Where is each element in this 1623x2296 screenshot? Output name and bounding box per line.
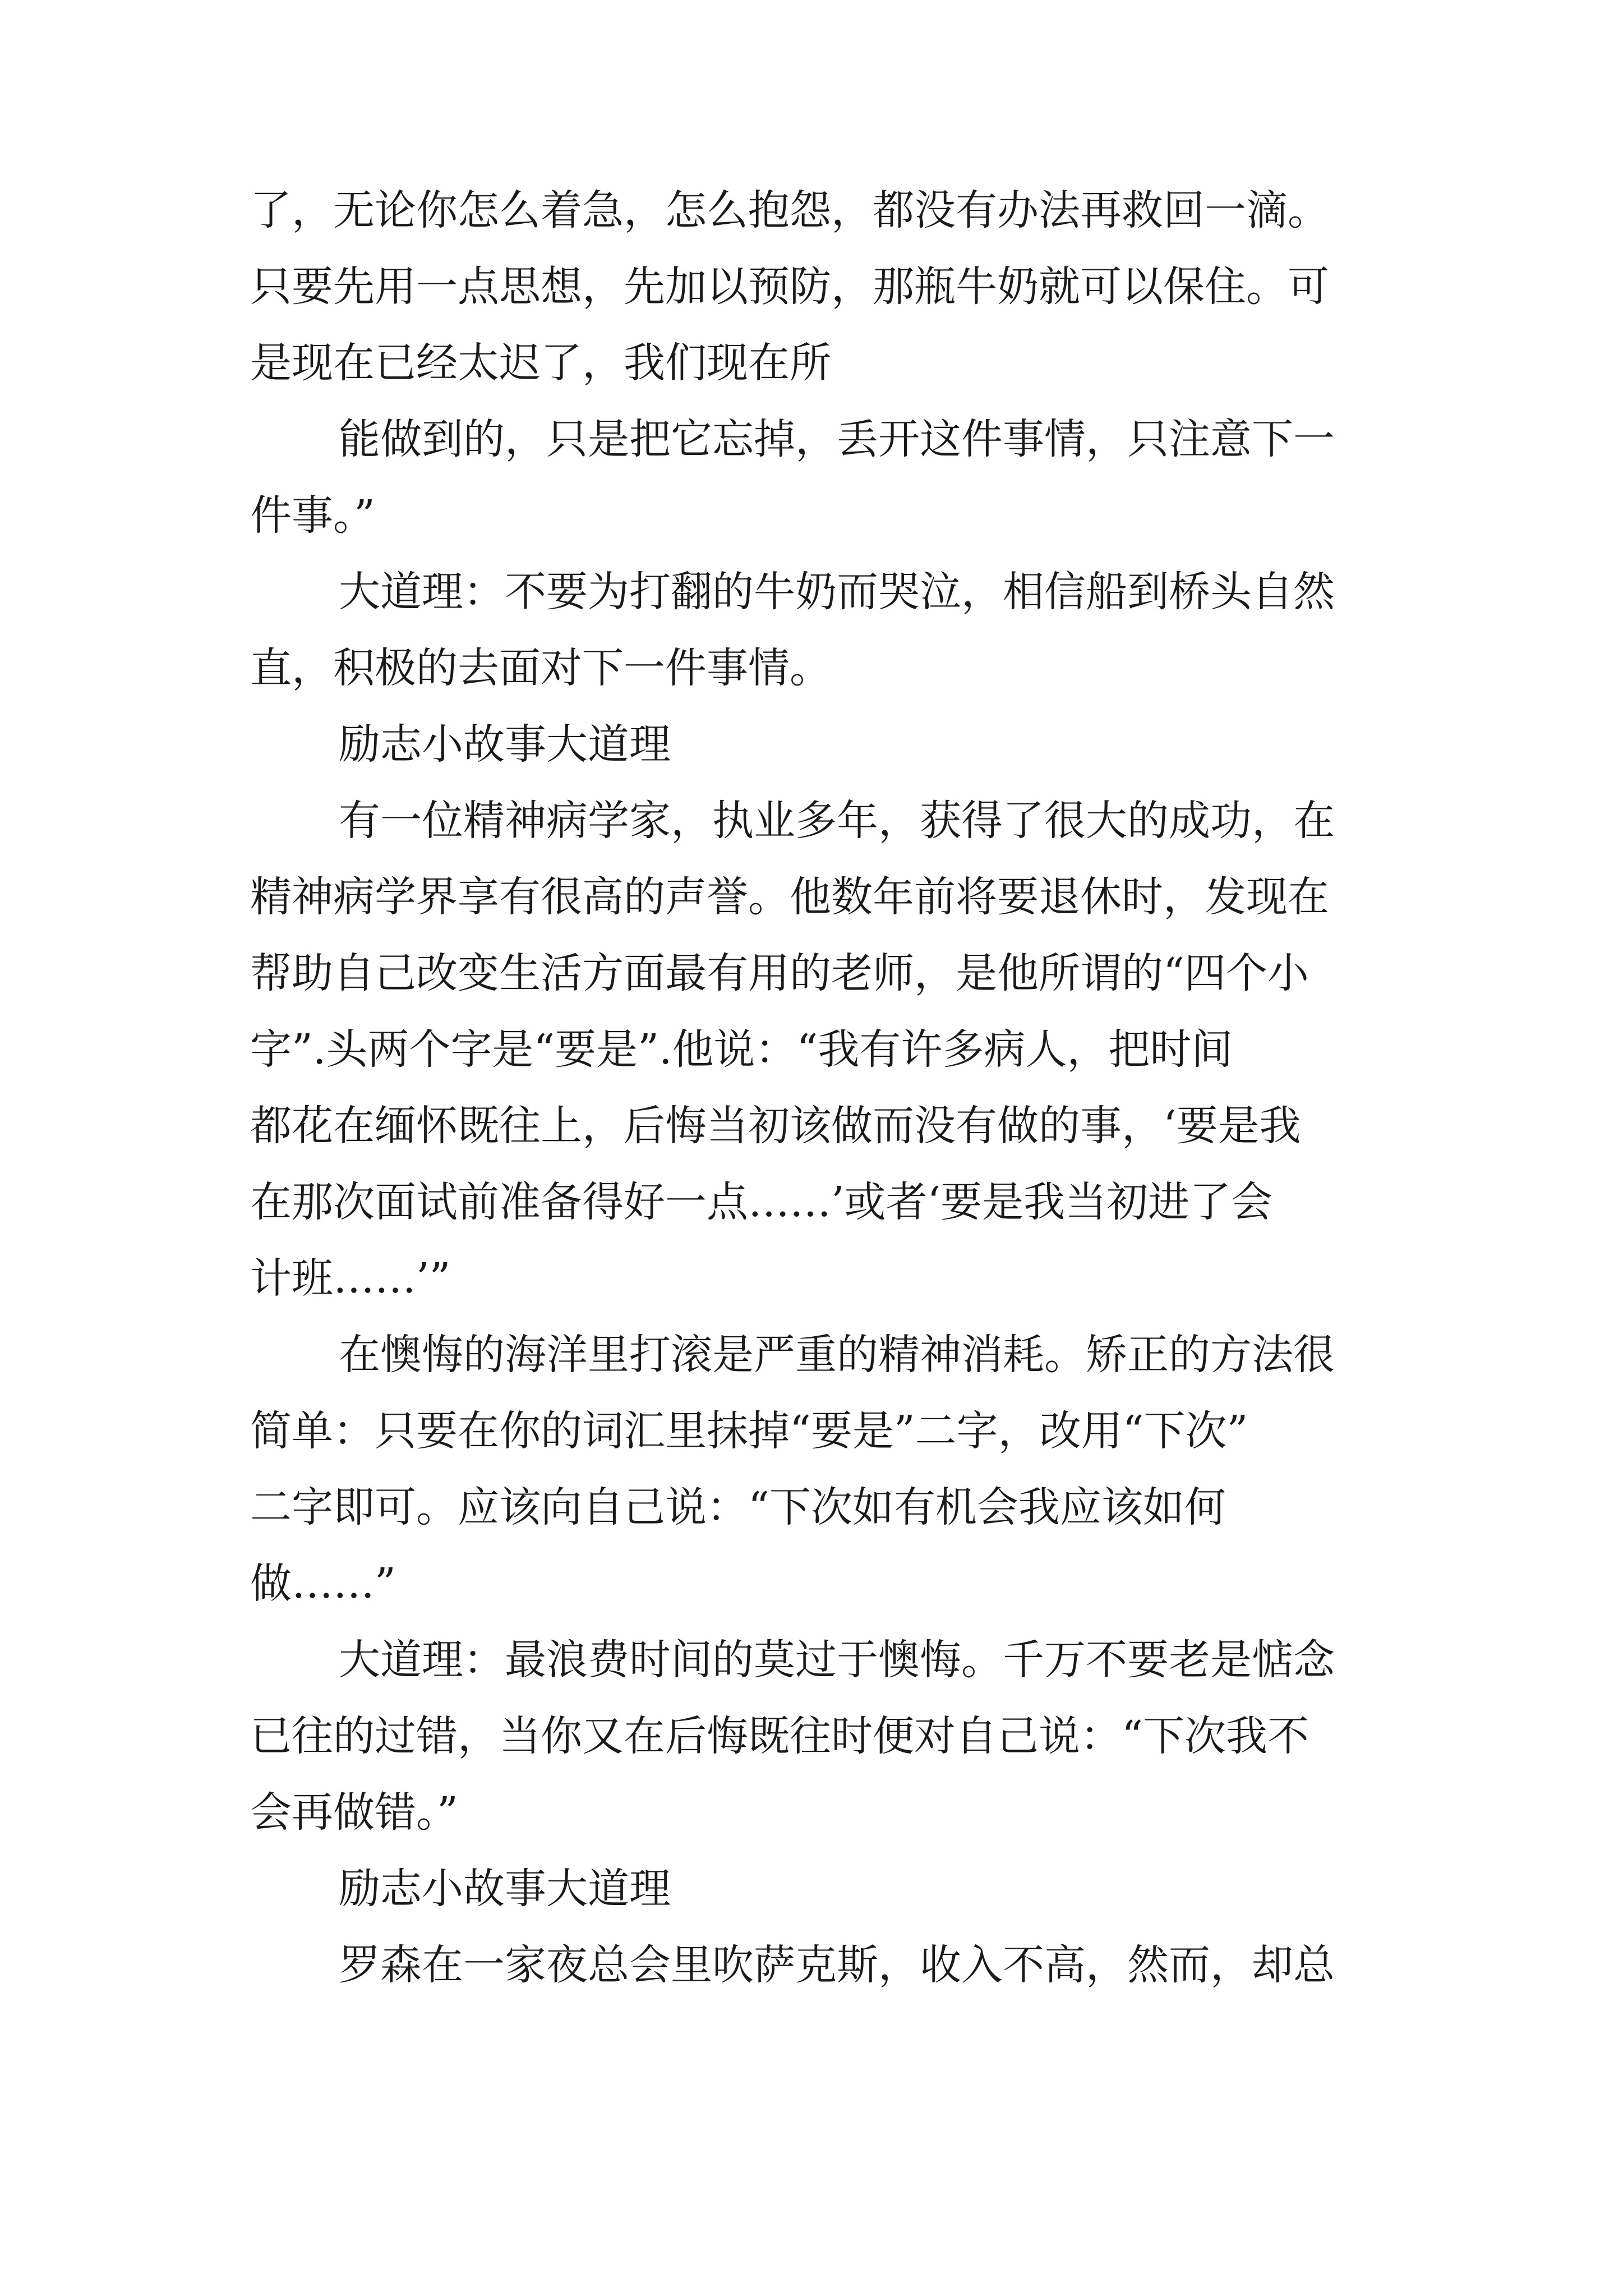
text-line: 在那次面试前准备得好一点……’或者‘要是我当初进了会: [250, 1178, 1273, 1226]
text-line: 只要先用一点思想，先加以预防，那瓶牛奶就可以保住。可: [250, 263, 1329, 311]
text-line: 会再做错。”: [250, 1788, 458, 1837]
section-heading: 励志小故事大道理: [339, 1865, 671, 1913]
text-line: 简单：只要在你的词汇里抹掉“要是”二字，改用“下次”: [250, 1407, 1248, 1455]
text-line: 做……”: [250, 1559, 396, 1608]
text-line: 是现在已经太迟了，我们现在所: [250, 339, 831, 387]
text-line: 计班……’”: [250, 1254, 451, 1303]
text-line: 已往的过错，当你又在后悔既往时便对自己说：“下次我不: [250, 1712, 1309, 1760]
text-line: 罗森在一家夜总会里吹萨克斯，收入不高，然而，却总: [339, 1941, 1335, 1989]
text-line: 字”.头两个字是“要是”.他说：“我有许多病人，把时间: [250, 1025, 1233, 1074]
text-line: 了，无论你怎么着急，怎么抱怨，都没有办法再救回一滴。: [250, 186, 1329, 234]
text-line: 帮助自己改变生活方面最有用的老师，是他所谓的“四个小: [250, 949, 1309, 997]
section-heading: 励志小故事大道理: [339, 720, 671, 769]
text-line: 二字即可。应该向自己说：“下次如有机会我应该如何: [250, 1483, 1226, 1531]
text-line: 有一位精神病学家，执业多年，获得了很大的成功，在: [339, 797, 1335, 845]
text-line: 都花在缅怀既往上，后悔当初该做而没有做的事，‘要是我: [250, 1102, 1301, 1150]
text-line: 能做到的，只是把它忘掉，丢开这件事情，只注意下一: [339, 415, 1335, 463]
text-line: 精神病学界享有很高的声誉。他数年前将要退休时，发现在: [250, 873, 1329, 921]
text-line: 大道理：最浪费时间的莫过于懊悔。千万不要老是惦念: [339, 1636, 1335, 1684]
text-line: 直，积极的去面对下一件事情。: [250, 644, 831, 692]
text-line: 在懊悔的海洋里打滚是严重的精神消耗。矫正的方法很: [339, 1331, 1335, 1379]
text-line: 件事。”: [250, 491, 375, 540]
text-line: 大道理：不要为打翻的牛奶而哭泣，相信船到桥头自然: [339, 568, 1335, 616]
